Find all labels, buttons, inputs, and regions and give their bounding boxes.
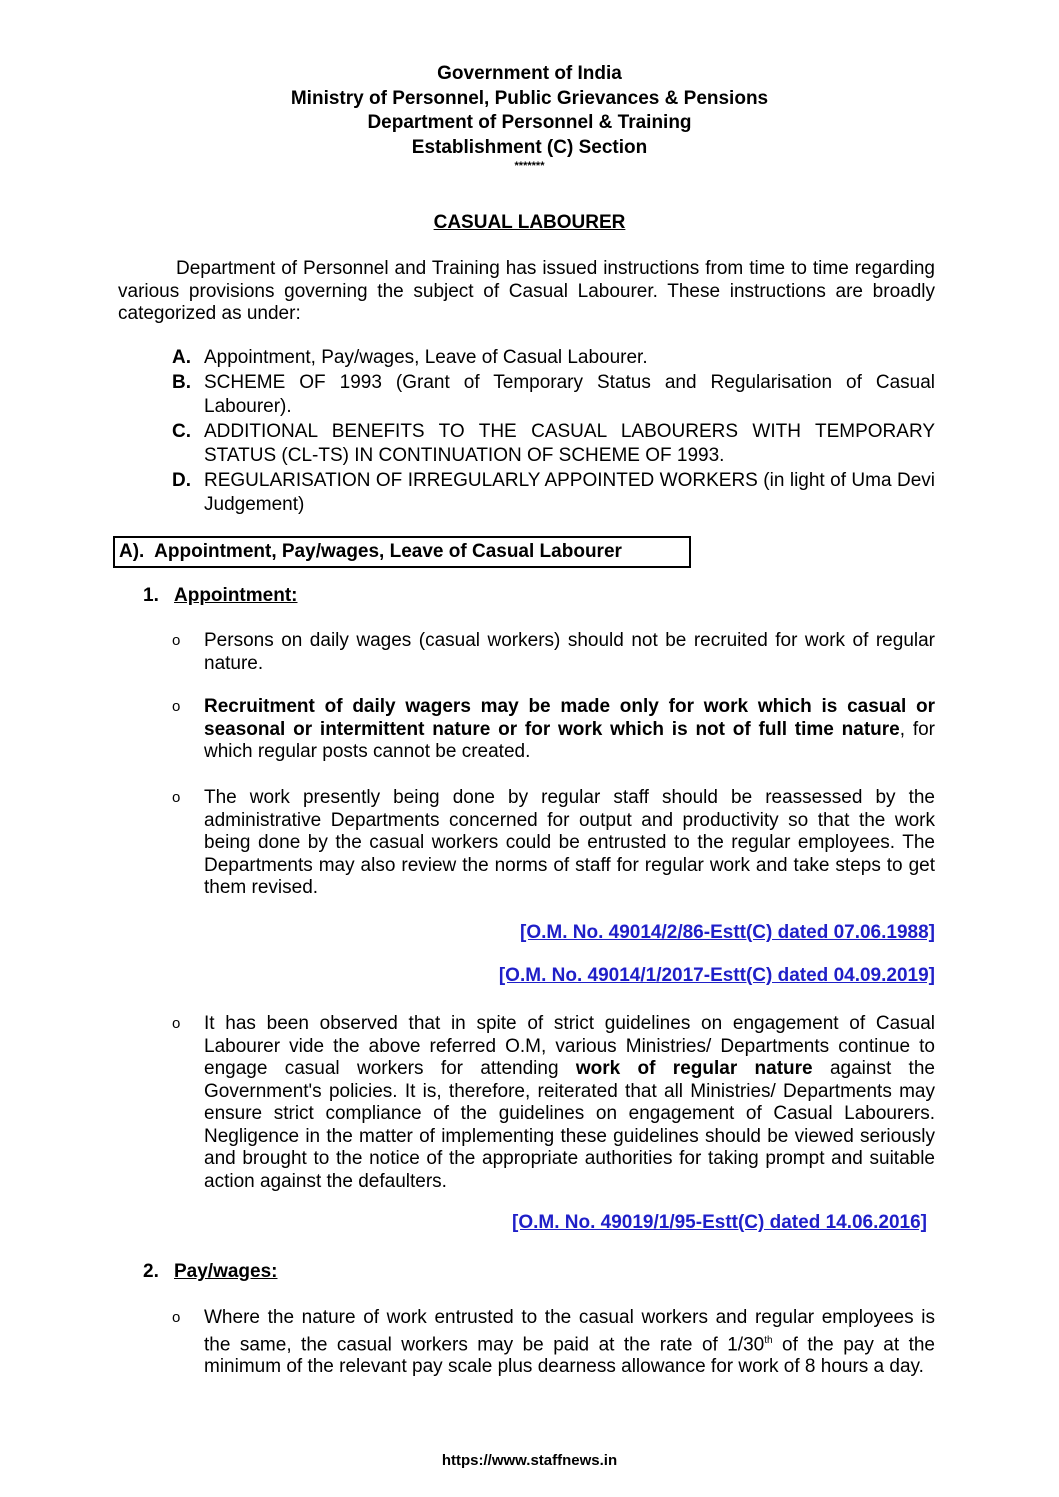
subsection-pay-wages — [143, 1261, 278, 1283]
bullet-text: Persons on daily wages (casual workers) should not be recruited for work of regular nature. — [204, 630, 935, 674]
bullet-bold-text: Recruitment of daily wagers may be made only for work which is casual or seasonal or intermittent nature or for work which is not of full time nature — [204, 696, 935, 740]
subsection-title: Pay/wages: — [174, 1261, 278, 1282]
category-text: SCHEME OF 1993 (Grant of Temporary Status and Regularisation of Casual Labourer). — [204, 371, 935, 417]
bullet-item — [172, 630, 935, 675]
subsection-number: 1. — [143, 585, 159, 606]
header-line-ministry: Ministry of Personnel, Public Grievances & Pensions — [290, 87, 769, 109]
bullet-marker: o — [172, 1015, 181, 1032]
bullet-text — [204, 1013, 935, 1193]
bullet-text: The work presently being done by regular staff should be reassessed by the administrative Departments concerned for output and productivity so that the work being done by the casual workers could be entrusted to the regular employees. The Departments may also review the norms of staff for regular work and take steps to get them revised. — [204, 787, 935, 898]
om-reference-link[interactable]: [O.M. No. 49014/2/86-Estt(C) dated 07.06.1988] — [520, 922, 935, 943]
section-a-heading: A). Appointment, Pay/wages, Leave of Casual Labourer — [113, 536, 691, 568]
bullet-bold-text: work of regular nature — [575, 1058, 813, 1079]
superscript: th — [764, 1334, 773, 1346]
category-list — [172, 346, 935, 518]
bullet-item — [172, 787, 935, 900]
footer-url: https://www.staffnews.in — [441, 1452, 618, 1469]
header-line-section: Establishment (C) Section — [411, 136, 648, 158]
bullet-item — [172, 1013, 935, 1193]
bullet-text-part: Where the nature of work entrusted to the casual workers and regular employees is the same, the casual workers may be paid at the rate of 1/30 — [204, 1307, 935, 1355]
category-letter: C. — [172, 420, 191, 442]
header-line-government: Government of India — [437, 63, 622, 84]
bullet-marker: o — [172, 1309, 181, 1326]
bullet-text-part: of the pay at the minimum of the relevant pay scale plus dearness allowance for work of 8 hours a day. — [204, 1333, 936, 1378]
category-text: REGULARISATION OF IRREGULARLY APPOINTED WORKERS (in light of Uma Devi Judgement) — [204, 469, 935, 515]
header-line-department: Department of Personnel & Training — [367, 112, 692, 133]
header-separator: ******* — [514, 160, 545, 172]
document-title: CASUAL LABOURER — [433, 212, 626, 233]
bullet-rest-text: , for which regular posts cannot be created. — [204, 718, 936, 762]
om-reference-link[interactable]: [O.M. No. 49019/1/95-Estt(C) dated 14.06.2016] — [512, 1212, 927, 1233]
bullet-marker: o — [172, 789, 181, 806]
category-item — [172, 420, 935, 469]
bullet-marker: o — [172, 698, 181, 715]
bullet-item — [172, 696, 935, 764]
document-header — [0, 62, 1059, 172]
bullet-text — [204, 1307, 935, 1379]
category-letter: D. — [172, 469, 191, 491]
category-item — [172, 346, 935, 371]
subsection-appointment — [143, 585, 297, 607]
category-text: Appointment, Pay/wages, Leave of Casual Labourer. — [204, 347, 648, 368]
category-item — [172, 371, 935, 420]
category-item — [172, 469, 935, 518]
bullet-item — [172, 1307, 935, 1379]
subsection-number: 2. — [143, 1261, 159, 1282]
category-letter: A. — [172, 347, 191, 368]
category-text: ADDITIONAL BENEFITS TO THE CASUAL LABOURERS WITH TEMPORARY STATUS (CL-TS) IN CONTINUATION OF SCHEME OF 1993. — [204, 420, 935, 466]
category-letter: B. — [172, 371, 191, 393]
bullet-text-part: It has been observed that in spite of strict guidelines on engagement of Casual Labourer vide the above referred O.M, various Ministries/ Departments continue to engage casual workers for attending — [204, 1013, 935, 1079]
bullet-marker: o — [172, 632, 181, 649]
subsection-title: Appointment: — [174, 585, 298, 606]
om-reference-link[interactable]: [O.M. No. 49014/1/2017-Estt(C) dated 04.09.2019] — [498, 965, 935, 986]
bullet-text — [204, 696, 935, 764]
intro-paragraph: Department of Personnel and Training has issued instructions from time to time regarding various provisions governing the subject of Casual Labourer. These instructions are broadly categorized as under: — [118, 258, 935, 324]
bullet-text-part: against the Government's policies. It is, therefore, reiterated that all Ministries/ Departments may ensure strict compliance of the guidelines on engagement of Casual Labourers. Negligence in the matter of implementing these guidelines should be viewed seriously and brought to the notice of the appropriate authorities for taking prompt and suitable action against the defaulters. — [204, 1058, 935, 1192]
